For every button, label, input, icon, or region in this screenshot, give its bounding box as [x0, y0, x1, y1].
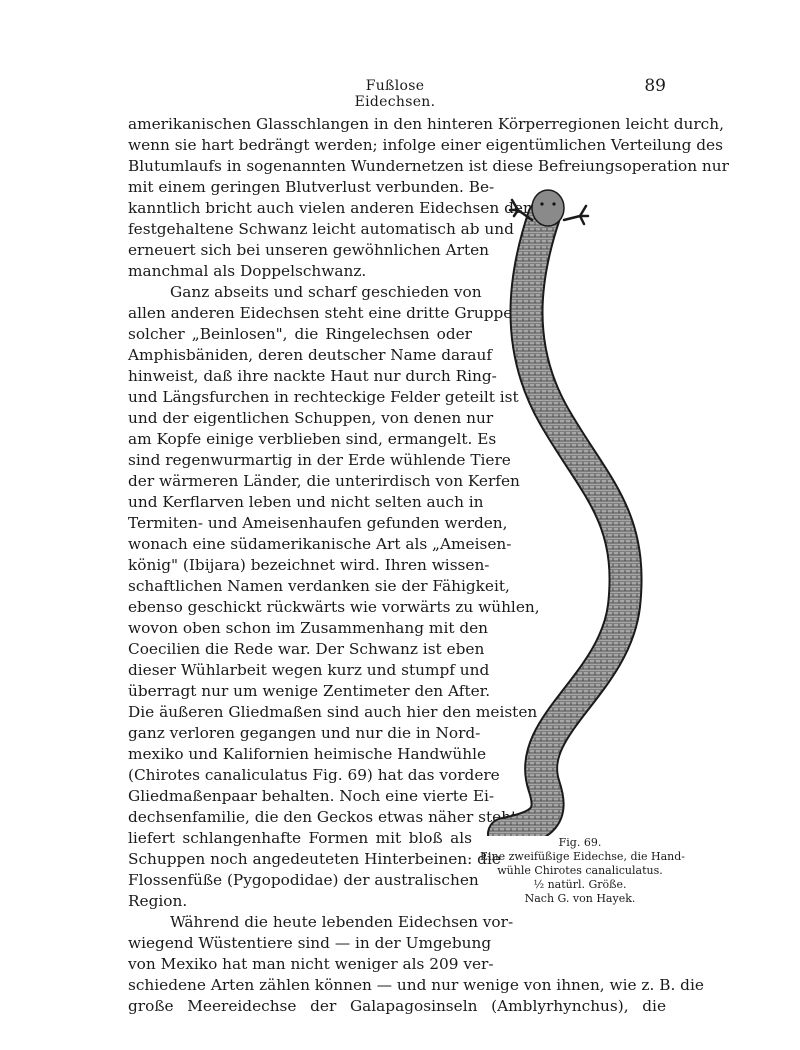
text-line: festgehaltene Schwanz leicht automatisch ab und	[128, 220, 514, 238]
text-line: erneuert sich bei unseren gewöhnlichen Arten	[128, 241, 490, 259]
figure-caption-line: wühle Chirotes canaliculatus.	[497, 864, 663, 877]
figure-caption-line: Eine zweifüßige Eidechse, die Hand-	[480, 850, 685, 863]
text-line: Ganz abseits und scharf geschieden von	[170, 283, 482, 301]
text-line: dieser Wühlarbeit wegen kurz und stumpf und	[128, 661, 490, 679]
page-number: 89	[644, 76, 666, 96]
text-line: und der eigentlichen Schuppen, von denen nur	[128, 409, 494, 427]
text-line: am Kopfe einige verblieben sind, ermangelt. Es	[128, 430, 497, 448]
text-line: von Mexiko hat man nicht weniger als 209 ver-	[128, 955, 494, 973]
figure-caption-credit: Nach G. von Hayek.	[524, 892, 636, 905]
text-line: Gliedmaßenpaar behalten. Noch eine vierte Ei-	[128, 787, 495, 805]
text-line: wiegend Wüstentiere sind — in der Umgebung	[128, 934, 492, 952]
text-line: und Längsfurchen in rechteckige Felder geteilt ist	[128, 388, 519, 406]
text-line: Coecilien die Rede war. Der Schwanz ist eben	[128, 640, 485, 658]
text-line: sind regenwurmartig in der Erde wühlende Tiere	[128, 451, 511, 469]
running-head	[0, 76, 800, 110]
running-title: Fußlose Eidechsen.	[354, 78, 436, 110]
text-line: mexiko und Kalifornien heimische Handwühle	[128, 745, 487, 763]
text-line: Amphisbäniden, deren deutscher Name darauf	[128, 346, 493, 364]
text-line: Region.	[128, 892, 188, 910]
text-line: ebenso geschickt rückwärts wie vorwärts zu wühlen,	[128, 598, 540, 616]
text-line: mit einem geringen Blutverlust verbunden. Be-	[128, 178, 495, 196]
text-line: wenn sie hart bedrängt werden; infolge einer eigentümlichen Verteilung des	[128, 136, 723, 154]
figure-number: Fig. 69.	[558, 836, 602, 849]
text-line: der wärmeren Länder, die unterirdisch von Kerfen	[128, 472, 520, 490]
text-line: Blutumlaufs in sogenannten Wundernetzen ist diese Befreiungsoperation nur	[128, 157, 729, 175]
text-line: große Meereidechse der Galapagosinseln (Amblyrhynchus), die	[128, 997, 666, 1015]
text-line: schaftlichen Namen verdanken sie der Fähigkeit,	[128, 577, 510, 595]
lizard-illustration-icon	[484, 186, 672, 836]
text-line: schiedene Arten zählen können — und nur wenige von ihnen, wie z. B. die	[128, 976, 704, 994]
figure-69	[484, 186, 672, 836]
text-line: Flossenfüße (Pygopodidae) der australischen	[128, 871, 479, 889]
text-line: Schuppen noch angedeuteten Hinterbeinen: die	[128, 850, 501, 868]
text-line: liefert schlangenhafte Formen mit bloß als	[128, 829, 472, 847]
text-line: dechsenfamilie, die den Geckos etwas näher steht,	[128, 808, 523, 826]
text-line: und Kerflarven leben und nicht selten auch in	[128, 493, 484, 511]
text-line: ganz verloren gegangen und nur die in Nord-	[128, 724, 481, 742]
text-line: kanntlich bricht auch vielen anderen Eidechsen der	[128, 199, 531, 217]
text-line: wovon oben schon im Zusammenhang mit den	[128, 619, 489, 637]
text-line: könig" (Ibijara) bezeichnet wird. Ihren wissen-	[128, 556, 490, 574]
text-line: solcher „Beinlosen", die Ringelechsen oder	[128, 325, 472, 343]
text-line: amerikanischen Glasschlangen in den hinteren Körperregionen leicht durch,	[128, 115, 724, 133]
figure-caption-scale: ½ natürl. Größe.	[533, 878, 627, 891]
text-line: überragt nur um wenige Zentimeter den After.	[128, 682, 491, 700]
text-line: hinweist, daß ihre nackte Haut nur durch Ring-	[128, 367, 497, 385]
text-line: allen anderen Eidechsen steht eine dritte Gruppe	[128, 304, 513, 322]
text-line: (Chirotes canaliculatus Fig. 69) hat das vordere	[128, 766, 500, 784]
text-line: wonach eine südamerikanische Art als „Ameisen-	[128, 535, 512, 553]
text-line: Die äußeren Gliedmaßen sind auch hier den meisten	[128, 703, 538, 721]
text-line: Termiten- und Ameisenhaufen gefunden werden,	[128, 514, 508, 532]
text-line: Während die heute lebenden Eidechsen vor-	[170, 913, 514, 931]
text-line: manchmal als Doppelschwanz.	[128, 262, 367, 280]
